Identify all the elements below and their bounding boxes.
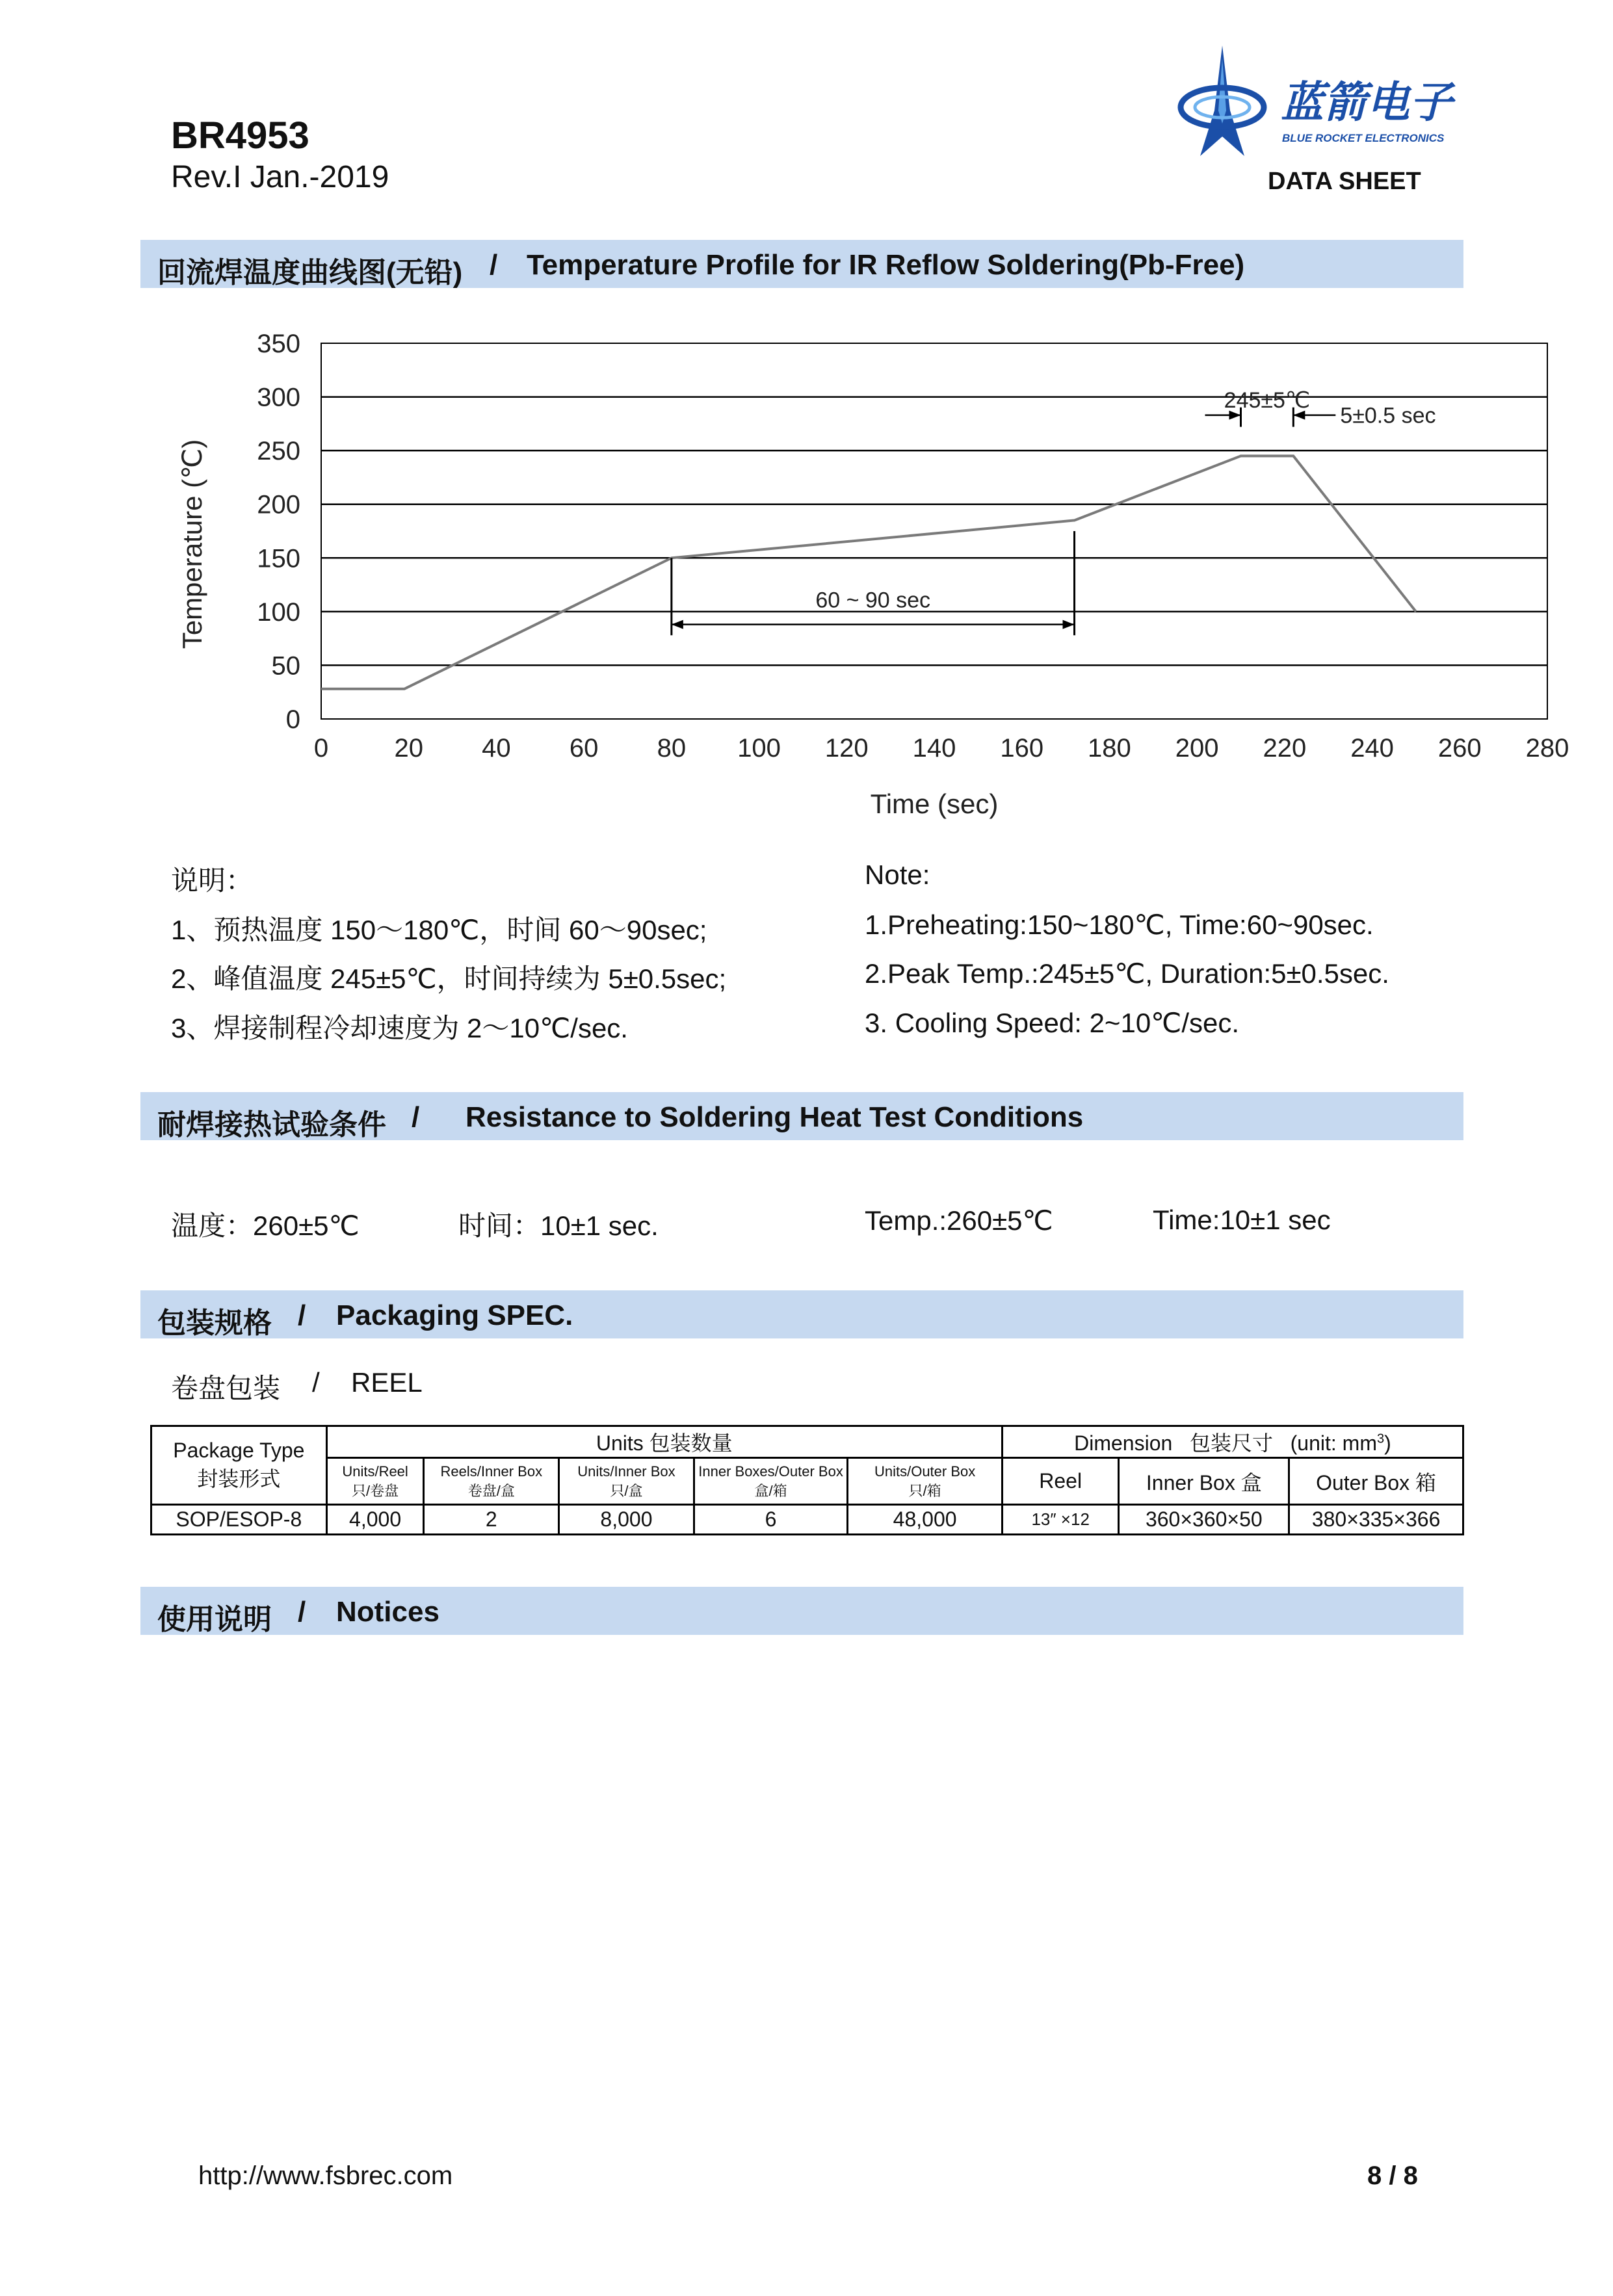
- y-tick-label: 350: [257, 330, 300, 358]
- section-bar-packaging: [140, 1290, 1463, 1338]
- footer-url[interactable]: http://www.fsbrec.com: [198, 2161, 453, 2190]
- y-tick-label: 300: [257, 383, 300, 412]
- chart-frame: [321, 343, 1547, 719]
- part-number: BR4953: [171, 114, 309, 157]
- doc-type: DATA SHEET: [1268, 168, 1421, 195]
- y-tick-label: 50: [271, 651, 300, 681]
- subheader-en: Reels/Inner Box: [440, 1463, 543, 1480]
- notes-cn-item: 2、峰值温度 245±5℃，时间持续为 5±0.5sec;: [171, 963, 727, 994]
- y-tick-label: 250: [257, 437, 300, 466]
- package-type-header: [151, 1426, 327, 1505]
- x-tick-label: 220: [1263, 734, 1307, 763]
- x-tick-label: 260: [1437, 734, 1482, 763]
- x-tick-label: 200: [1175, 734, 1219, 763]
- section-title-en: Temperature Profile for IR Reflow Soldering(Pb-Free): [527, 249, 1245, 281]
- x-tick-label: 20: [394, 734, 423, 763]
- company-logo: [1177, 46, 1469, 169]
- y-tick-label: 0: [285, 705, 300, 734]
- dim-header-reel: Reel: [1002, 1458, 1119, 1505]
- x-tick-label: 100: [737, 734, 781, 763]
- reflow-chart: [163, 319, 1569, 839]
- dimension-cn: 包装尺寸: [1189, 1431, 1273, 1455]
- x-tick-labels: [314, 734, 1569, 763]
- notes-cn-title: 说明：: [171, 865, 254, 896]
- x-tick-label: 180: [1088, 734, 1131, 763]
- chart-annotations: [672, 388, 1436, 635]
- table-cell: 380×335×366: [1289, 1505, 1463, 1535]
- section-title-sep: /: [298, 1299, 306, 1331]
- reel-label-sep: /: [312, 1367, 320, 1398]
- reel-label-cn: 卷盘包装: [171, 1373, 281, 1403]
- section-bar-resistance: [140, 1092, 1463, 1140]
- section-title-cn: 回流焊温度曲线图(无铅): [157, 257, 463, 289]
- resistance-temp-cn: 温度：260±5℃: [171, 1210, 360, 1241]
- preheat-arrow-left: [672, 620, 683, 629]
- revision: Rev.I Jan.-2019: [171, 160, 389, 194]
- page-number: 8 / 8: [1367, 2161, 1418, 2190]
- section-title-en: Resistance to Soldering Heat Test Conditions: [466, 1101, 1084, 1133]
- reel-label-en: REEL: [351, 1367, 423, 1398]
- preheat-label: 60 ~ 90 sec: [815, 588, 931, 613]
- x-tick-label: 240: [1350, 734, 1394, 763]
- table-row: [151, 1505, 1463, 1535]
- y-axis-label: Temperature (℃): [177, 439, 207, 649]
- section-title-en: Notices: [336, 1596, 439, 1628]
- subheader-cn: 只/箱: [908, 1482, 941, 1499]
- table-cell: SOP/ESOP-8: [151, 1505, 327, 1535]
- peak-temp-label: 245±5℃: [1224, 388, 1311, 413]
- x-tick-label: 160: [1000, 734, 1044, 763]
- preheat-arrow-right: [1063, 620, 1075, 629]
- rocket-logo-icon: [1177, 46, 1469, 169]
- subheader-cn: 只/卷盘: [352, 1482, 399, 1499]
- table-cell: 2: [424, 1505, 559, 1535]
- logo-en: BLUE ROCKET ELECTRONICS: [1282, 132, 1445, 144]
- x-tick-label: 0: [313, 734, 329, 763]
- notes-en-title: Note:: [865, 859, 930, 890]
- packaging-table: [150, 1425, 1464, 1535]
- notes-en-item: 2.Peak Temp.:245±5℃, Duration:5±0.5sec.: [865, 958, 1389, 989]
- subheader-cn: 卷盘/盒: [467, 1482, 515, 1499]
- section-bar-reflow: [140, 240, 1463, 288]
- x-tick-label: 80: [657, 734, 687, 763]
- dimension-en: Dimension: [1074, 1431, 1173, 1455]
- package-type-cn: 封装形式: [197, 1467, 281, 1491]
- dimension-header: [1002, 1426, 1463, 1458]
- x-tick-label: 120: [824, 734, 869, 763]
- section-title-sep: /: [412, 1101, 420, 1133]
- table-cell: 4,000: [326, 1505, 424, 1535]
- notes-cn-item: 1、预热温度 150～180℃，时间 60～90sec;: [171, 915, 707, 945]
- table-cell: 360×360×50: [1119, 1505, 1289, 1535]
- subheader-units-outer: [848, 1458, 1003, 1505]
- subheader-inner-outer: [694, 1458, 848, 1505]
- package-type-en: Package Type: [173, 1438, 305, 1462]
- section-title-cn: 使用说明: [157, 1604, 272, 1636]
- y-tick-label: 200: [257, 490, 300, 519]
- resistance-temp-en: Temp.:260±5℃: [865, 1205, 1053, 1236]
- resistance-time-en: Time:10±1 sec: [1153, 1205, 1331, 1235]
- notes-en-item: 1.Preheating:150~180℃, Time:60~90sec.: [865, 909, 1374, 940]
- dim-header-inner-box: Inner Box 盒: [1119, 1458, 1289, 1505]
- subheader-en: Units/Reel: [342, 1463, 408, 1480]
- x-tick-label: 280: [1525, 734, 1569, 763]
- subheader-reels-inner: [424, 1458, 559, 1505]
- table-cell: 8,000: [559, 1505, 694, 1535]
- subheader-en: Units/Outer Box: [874, 1463, 976, 1480]
- subheader-units-inner: [559, 1458, 694, 1505]
- dimension-unit-close: ): [1384, 1431, 1391, 1455]
- table-cell: 13″ ×12: [1002, 1505, 1119, 1535]
- subheader-units-reel: [326, 1458, 424, 1505]
- x-tick-label: 60: [569, 734, 599, 763]
- notes-cn-item: 3、焊接制程冷却速度为 2～10℃/sec.: [171, 1013, 628, 1043]
- section-title-sep: /: [298, 1596, 306, 1628]
- dimension-unit: (unit: mm: [1290, 1431, 1377, 1455]
- subheader-en: Inner Boxes/Outer Box: [698, 1463, 843, 1480]
- table-cell: 48,000: [848, 1505, 1003, 1535]
- dim-header-outer-box: Outer Box 箱: [1289, 1458, 1463, 1505]
- subheader-en: Units/Inner Box: [577, 1463, 675, 1480]
- y-tick-label: 150: [257, 544, 300, 573]
- notes-en-item: 3. Cooling Speed: 2~10℃/sec.: [865, 1008, 1240, 1038]
- peak-time-label: 5±0.5 sec: [1340, 403, 1436, 428]
- section-title-en: Packaging SPEC.: [336, 1299, 573, 1331]
- y-tick-labels: [257, 330, 300, 734]
- section-bar-notices: [140, 1587, 1463, 1635]
- section-title-sep: /: [490, 249, 498, 281]
- resistance-time-cn: 时间：10±1 sec.: [458, 1210, 659, 1241]
- x-axis-label: Time (sec): [870, 789, 999, 819]
- subheader-cn: 只/盒: [610, 1482, 643, 1499]
- logo-cn: 蓝箭电子: [1281, 77, 1452, 127]
- temperature-profile-line: [321, 456, 1416, 688]
- table-cell: 6: [694, 1505, 848, 1535]
- units-header: Units 包装数量: [326, 1426, 1002, 1458]
- section-title-cn: 包装规格: [157, 1307, 272, 1339]
- section-title-cn: 耐焊接热试验条件: [157, 1109, 386, 1141]
- y-tick-label: 100: [257, 597, 300, 627]
- dimension-unit-sup: 3: [1376, 1431, 1385, 1446]
- x-tick-label: 40: [482, 734, 511, 763]
- x-tick-label: 140: [912, 734, 956, 763]
- subheader-cn: 盒/箱: [754, 1482, 787, 1499]
